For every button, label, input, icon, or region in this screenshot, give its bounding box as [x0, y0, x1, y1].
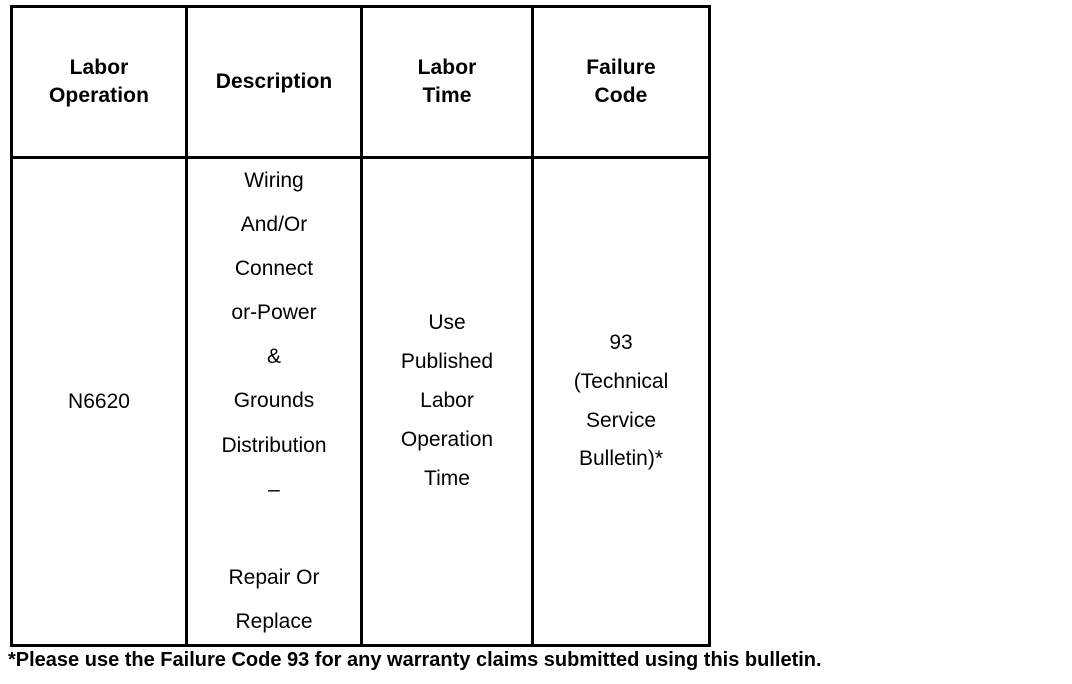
header-text: Labor	[417, 56, 477, 80]
header-text: Description	[215, 70, 333, 94]
column-header-failure-code	[533, 7, 710, 158]
failure-code-text: Service	[585, 408, 657, 432]
labor-operation-table	[10, 5, 711, 647]
description-text: Grounds	[233, 389, 315, 413]
cell-labor-time	[362, 158, 533, 646]
description-text: &	[266, 345, 281, 369]
footnote: *Please use the Failure Code 93 for any warranty claims submitted using this bulletin.	[8, 649, 822, 671]
table-header	[12, 7, 710, 158]
labor-operation-code: N6620	[68, 389, 130, 413]
description-text: Distribution	[221, 433, 327, 457]
cell-description	[187, 158, 362, 646]
header-text: Operation	[48, 84, 150, 107]
column-header-description	[187, 7, 362, 158]
description-text: Wiring	[244, 169, 304, 192]
description-text: Replace	[235, 609, 313, 633]
labor-time-text: Operation	[400, 427, 494, 451]
table-body	[12, 158, 710, 646]
labor-time-text: Time	[424, 466, 470, 490]
description-text	[188, 512, 360, 556]
table-header-row	[12, 7, 710, 158]
description-text: And/Or	[240, 213, 308, 237]
description-text: or-Power	[231, 301, 317, 325]
header-text: Labor	[69, 56, 129, 80]
failure-code-text: 93	[609, 330, 633, 354]
cell-labor-operation	[12, 158, 187, 646]
labor-time-text: Published	[400, 350, 494, 374]
labor-time-text: Labor	[420, 389, 474, 413]
table-row	[12, 158, 710, 646]
header-text: Time	[422, 84, 472, 107]
labor-time-text: Use	[428, 311, 466, 335]
cell-failure-code	[533, 158, 710, 646]
failure-code-text: Bulletin)*	[578, 447, 664, 471]
failure-code-text: (Technical	[573, 369, 669, 393]
description-text: Connect	[234, 257, 314, 281]
header-text: Code	[594, 84, 648, 107]
description-text: –	[268, 477, 280, 501]
header-text: Failure	[586, 56, 656, 80]
column-header-labor-time	[362, 7, 533, 158]
description-text: Repair Or	[228, 565, 320, 589]
column-header-labor-operation	[12, 7, 187, 158]
